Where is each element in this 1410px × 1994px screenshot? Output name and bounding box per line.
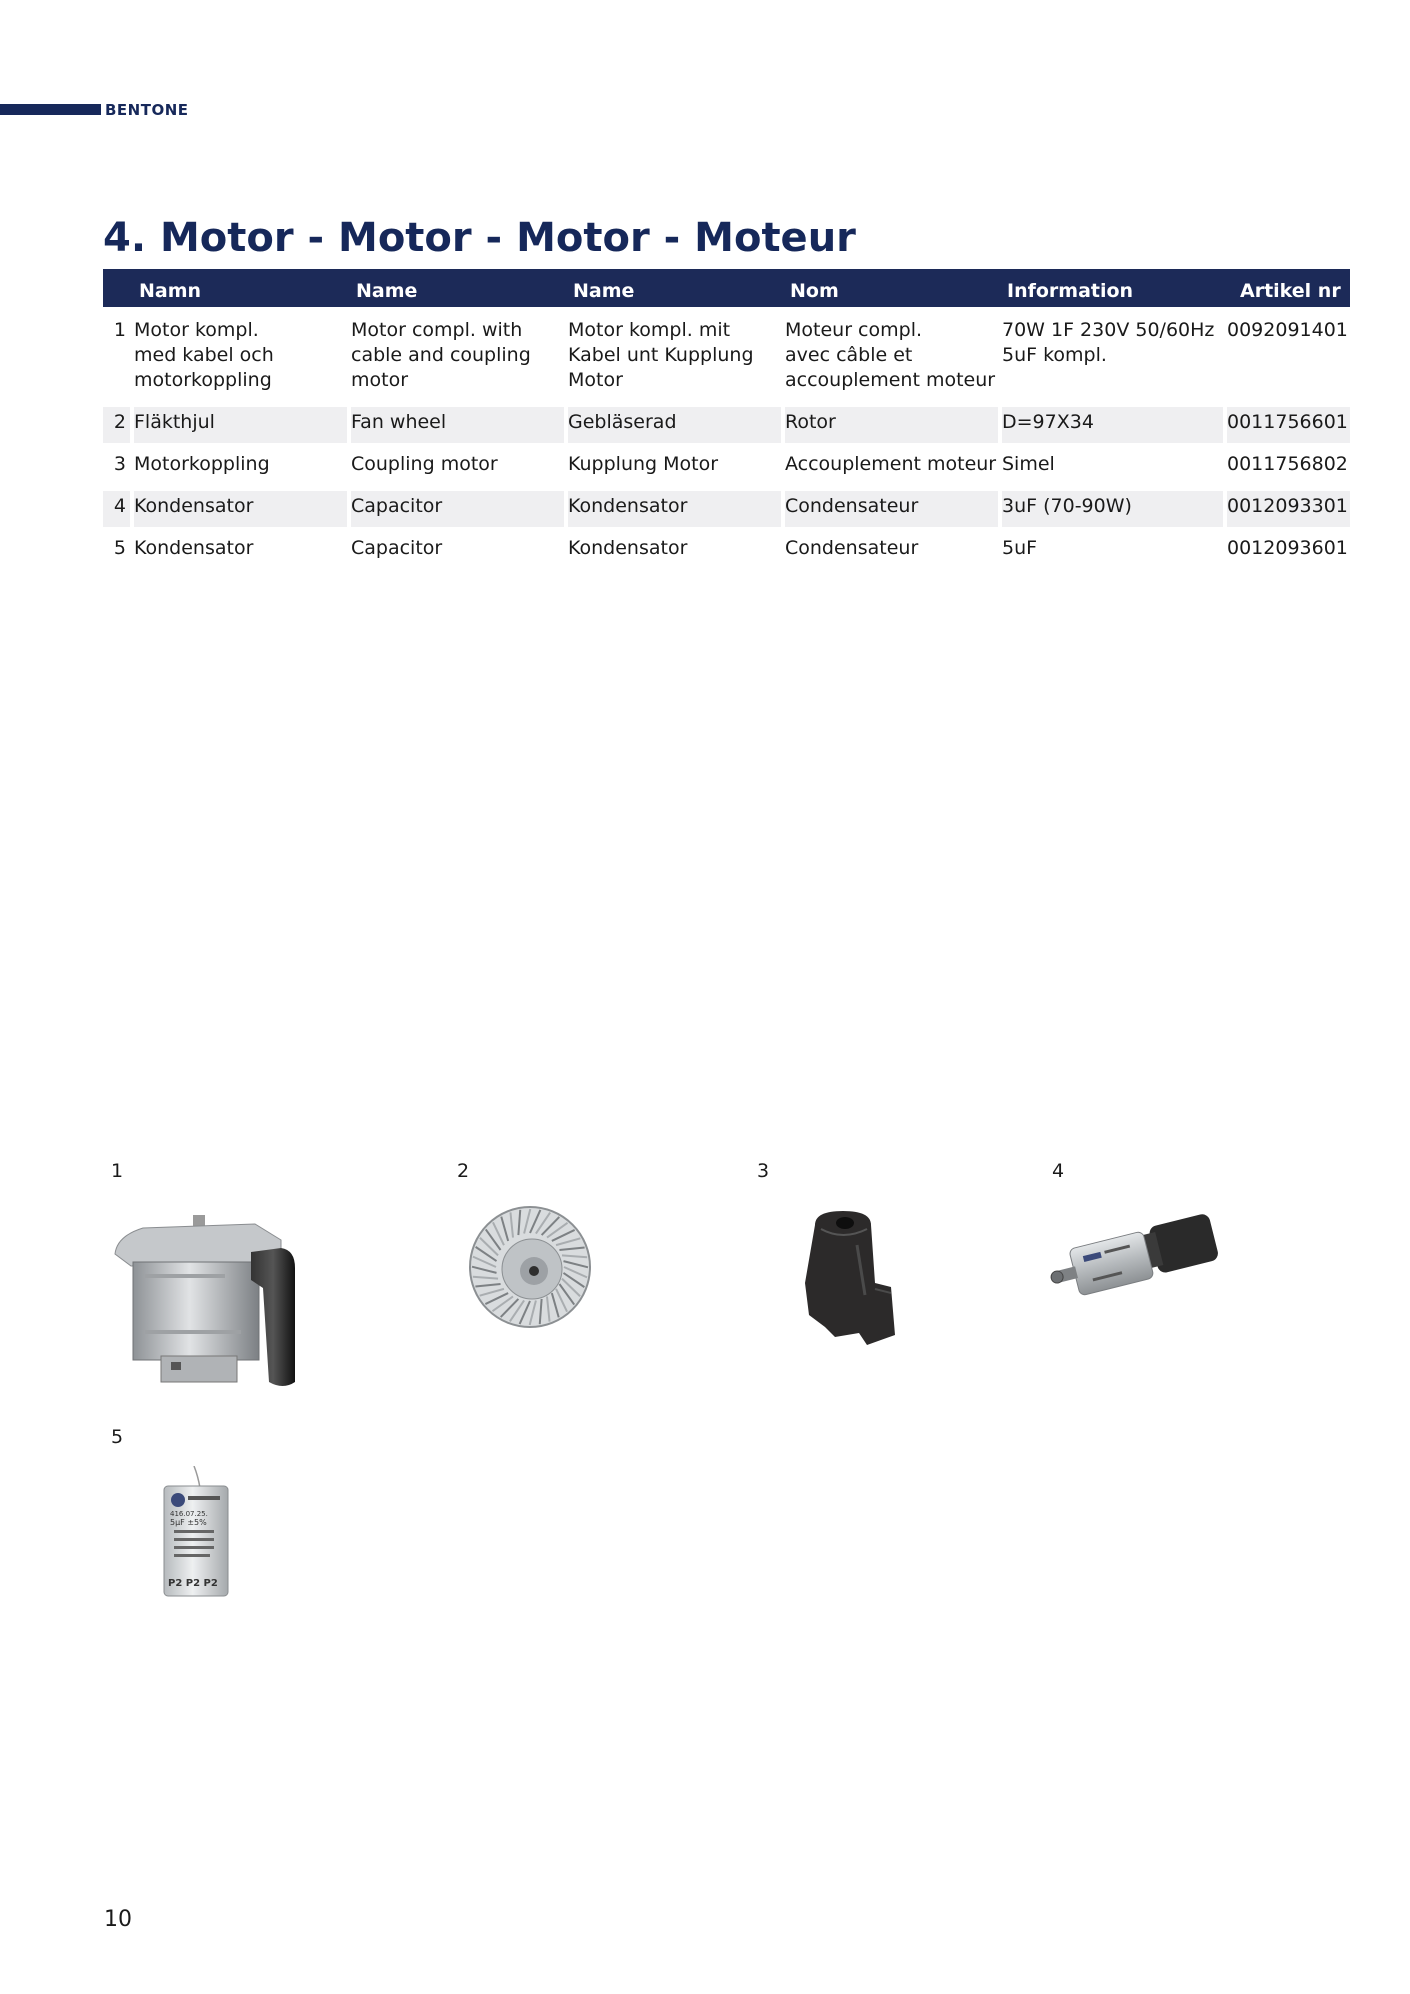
cell-en xyxy=(351,491,564,527)
cell-fr xyxy=(785,449,998,485)
table-header xyxy=(103,269,1350,307)
cell-line: Kondensator xyxy=(568,495,688,517)
capacitor-3uf-image xyxy=(1044,1208,1228,1318)
brand-name: BENTONE xyxy=(105,101,189,119)
header-artikel-nr: Artikel nr xyxy=(1240,280,1341,302)
figure-label-5: 5 xyxy=(111,1426,124,1448)
page-title: 4. Motor - Motor - Motor - Moteur xyxy=(103,215,856,261)
cell-fr xyxy=(785,315,998,403)
cell-line: Kondensator xyxy=(134,495,254,517)
capacitor-5uf-image xyxy=(154,1466,244,1606)
cell-line: Motor kompl. mit xyxy=(568,319,731,341)
cell-num: 4 xyxy=(103,491,130,527)
figure-label-2: 2 xyxy=(457,1160,470,1182)
cell-info xyxy=(1002,449,1223,485)
cell-line: 5uF xyxy=(1002,537,1038,559)
cell-art: 0011756802 xyxy=(1227,453,1348,475)
header-name-en: Name xyxy=(356,280,418,302)
cell-line: Coupling motor xyxy=(351,453,498,475)
cell-en xyxy=(351,407,564,443)
cell-line: D=97X34 xyxy=(1002,411,1094,433)
page-number: 10 xyxy=(104,1907,132,1932)
cell-info xyxy=(1002,407,1223,443)
cell-line: Rotor xyxy=(785,411,836,433)
cell-de xyxy=(568,533,781,569)
cell-art: 0011756601 xyxy=(1227,407,1350,443)
cell-num: 1 xyxy=(113,319,126,341)
table-row xyxy=(103,315,1350,403)
fan-wheel-image xyxy=(460,1195,600,1345)
figure-label-4: 4 xyxy=(1052,1160,1065,1182)
cell-line: cable and coupling xyxy=(351,344,531,366)
cell-line: motorkoppling xyxy=(134,369,272,391)
cell-de xyxy=(568,407,781,443)
cell-fr xyxy=(785,491,998,527)
cell-line: Capacitor xyxy=(351,495,443,517)
cell-line: Accouplement moteur xyxy=(785,453,997,475)
cell-line: Simel xyxy=(1002,453,1055,475)
capacitor-code: 416.07.25. xyxy=(170,1510,208,1518)
cell-de xyxy=(568,315,781,403)
cell-fr xyxy=(785,533,998,569)
cell-line: med kabel och xyxy=(134,344,274,366)
cell-line: avec câble et xyxy=(785,344,913,366)
table-row xyxy=(103,449,1350,485)
cell-line: accouplement moteur xyxy=(785,369,996,391)
cell-line: 3uF (70-90W) xyxy=(1002,495,1132,517)
figure-label-1: 1 xyxy=(111,1160,124,1182)
brand-bar xyxy=(0,104,101,115)
cell-line: Moteur compl. xyxy=(785,319,923,341)
cell-info xyxy=(1002,533,1223,569)
capacitor-rating: 5µF ±5% xyxy=(170,1518,207,1527)
coupling-image xyxy=(795,1205,915,1355)
cell-line: Condensateur xyxy=(785,537,919,559)
cell-line: Capacitor xyxy=(351,537,443,559)
cell-sv xyxy=(134,533,347,569)
cell-line: motor xyxy=(351,369,409,391)
cell-num: 3 xyxy=(113,453,126,475)
cell-fr xyxy=(785,407,998,443)
cell-line: Kondensator xyxy=(134,537,254,559)
cell-line: 5uF kompl. xyxy=(1002,344,1107,366)
cell-en xyxy=(351,449,564,485)
table-row xyxy=(103,491,1350,527)
header-namn: Namn xyxy=(139,280,202,302)
header-name-de: Name xyxy=(573,280,635,302)
cell-sv xyxy=(134,491,347,527)
cell-num: 2 xyxy=(103,407,130,443)
cell-line: Condensateur xyxy=(785,495,919,517)
cell-num: 5 xyxy=(113,537,126,559)
cell-line: Kondensator xyxy=(568,537,688,559)
cell-art: 0012093601 xyxy=(1227,537,1348,559)
cell-line: 70W 1F 230V 50/60Hz xyxy=(1002,319,1215,341)
header-information: Information xyxy=(1007,280,1134,302)
capacitor-terminals: P2 P2 P2 xyxy=(168,1578,218,1589)
cell-line: Fläkthjul xyxy=(134,411,215,433)
cell-info xyxy=(1002,491,1223,527)
cell-en xyxy=(351,533,564,569)
cell-sv xyxy=(134,315,347,403)
table-row xyxy=(103,407,1350,443)
cell-line: Motorkoppling xyxy=(134,453,270,475)
cell-info xyxy=(1002,315,1223,403)
cell-line: Motor xyxy=(568,369,623,391)
cell-line: Gebläserad xyxy=(568,411,677,433)
cell-line: Motor kompl. xyxy=(134,319,259,341)
cell-line: Fan wheel xyxy=(351,411,447,433)
cell-art: 0092091401 xyxy=(1227,319,1348,341)
cell-line: Motor compl. with xyxy=(351,319,523,341)
table-row xyxy=(103,533,1350,569)
cell-art: 0012093301 xyxy=(1227,491,1350,527)
motor-image xyxy=(113,1210,333,1390)
figure-label-3: 3 xyxy=(757,1160,770,1182)
cell-sv xyxy=(134,449,347,485)
cell-sv xyxy=(134,407,347,443)
cell-en xyxy=(351,315,564,403)
cell-de xyxy=(568,449,781,485)
cell-line: Kabel unt Kupplung xyxy=(568,344,754,366)
cell-de xyxy=(568,491,781,527)
header-nom: Nom xyxy=(790,280,839,302)
cell-line: Kupplung Motor xyxy=(568,453,719,475)
